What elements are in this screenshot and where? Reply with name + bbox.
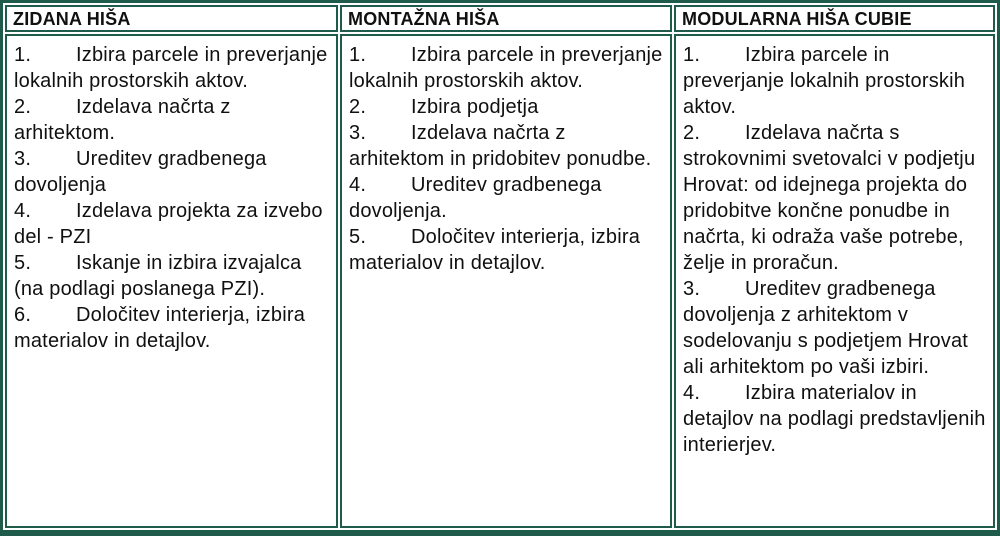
item-number: 1. [14,44,32,66]
item-text: Ureditev gradbenega dovoljenja. [349,174,602,222]
item-text: Ureditev gradbenega dovoljenja [14,148,267,196]
list-item [14,42,330,94]
list-item [683,42,987,120]
list-item [349,94,664,120]
table-column-zidana-hisa [5,5,338,528]
item-text: Izdelava projekta za izvebo del - PZI [14,200,323,248]
list-item [683,380,987,458]
item-number: 3. [349,122,367,144]
list-item [683,276,987,380]
item-text: Izdelava načrta s strokovnimi svetovalci v podjetju Hrovat: od idejnega projekta do pridobitve končne ponudbe in načrta, ki odraža vaše potrebe, želje in proračun. [683,122,976,274]
list-item [14,94,330,146]
item-number: 2. [14,96,32,118]
list-item [14,250,330,302]
item-text: Izdelava načrta z arhitektom in pridobitev ponudbe. [349,122,652,170]
item-text: Izbira parcele in preverjanje lokalnih prostorskih aktov. [14,44,328,92]
item-number: 4. [683,382,701,404]
item-text: Določitev interierja, izbira materialov in detajlov. [14,304,306,352]
item-text: Izbira materialov in detajlov na podlagi predstavljenih interierjev. [683,382,986,456]
table-column-montazna-hisa [340,5,672,528]
item-number: 1. [683,44,701,66]
item-number: 3. [683,278,701,300]
list-item [349,172,664,224]
list-item [683,120,987,276]
item-text: Določitev interierja, izbira materialov in detajlov. [349,226,641,274]
item-number: 6. [14,304,32,326]
item-number: 5. [14,252,32,274]
column-body-modularna-hisa-cubie [674,34,995,528]
item-text: Izbira parcele in preverjanje lokalnih prostorskih aktov. [349,44,663,92]
list-item [14,198,330,250]
column-body-montazna-hisa [340,34,672,528]
item-text: Ureditev gradbenega dovoljenja z arhitektom v sodelovanju s podjetjem Hrovat ali arhitektom po vaši izbiri. [683,278,969,378]
item-text: Izdelava načrta z arhitektom. [14,96,231,144]
column-header-modularna-hisa-cubie: MODULARNA HIŠA CUBIE [674,5,995,32]
item-number: 4. [349,174,367,196]
list-item [14,302,330,354]
list-item [349,42,664,94]
item-text: Iskanje in izbira izvajalca (na podlagi poslanega PZI). [14,252,302,300]
item-text: Izbira podjetja [411,96,539,118]
list-item [14,146,330,198]
item-text: Izbira parcele in preverjanje lokalnih prostorskih aktov. [683,44,966,118]
item-number: 3. [14,148,32,170]
item-number: 2. [349,96,367,118]
item-number: 4. [14,200,32,222]
item-number: 5. [349,226,367,248]
list-item [349,120,664,172]
item-number: 2. [683,122,701,144]
list-item [349,224,664,276]
column-body-zidana-hisa [5,34,338,528]
item-number: 1. [349,44,367,66]
column-header-zidana-hisa: ZIDANA HIŠA [5,5,338,32]
table-column-modularna-hisa-cubie [674,5,995,528]
column-header-montazna-hisa: MONTAŽNA HIŠA [340,5,672,32]
